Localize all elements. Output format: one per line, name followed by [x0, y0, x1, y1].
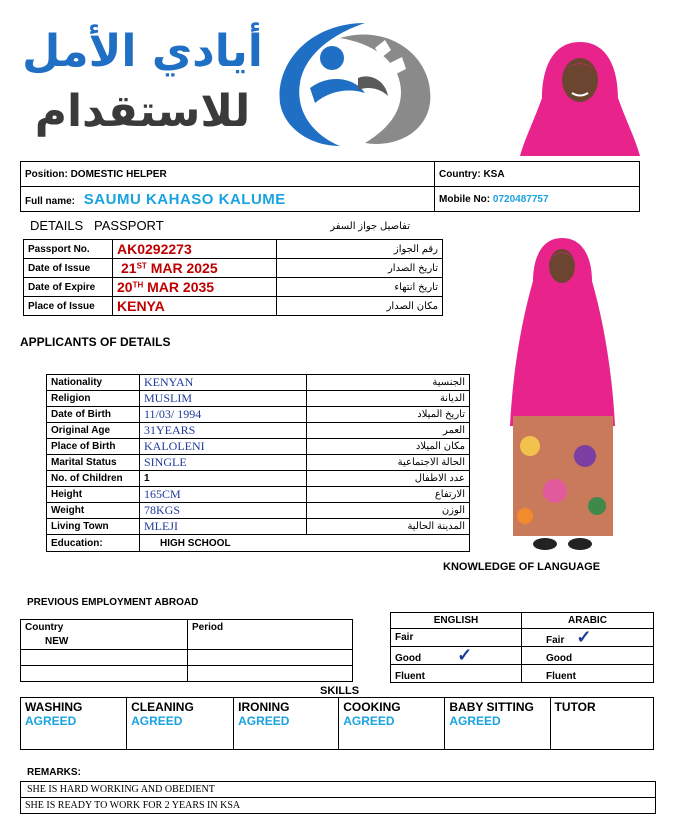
skill-status: AGREED	[131, 714, 183, 728]
english-level-label: Good	[395, 652, 422, 664]
remarks-line-2: SHE IS READY TO WORK FOR 2 YEARS IN KSA	[21, 798, 656, 814]
expire-day: 20	[117, 279, 133, 295]
applicant-detail-label: No. of Children	[47, 471, 140, 487]
passport-table	[23, 239, 443, 316]
mobile-label: Mobile No:	[439, 193, 491, 205]
expire-date-label-ar: تاريخ انتهاء	[277, 278, 443, 297]
applicant-detail-label-ar: الارتفاع	[307, 487, 470, 503]
expire-day-suffix: TH	[132, 280, 144, 290]
place-issue-label-ar: مكان الصدار	[277, 297, 443, 316]
applicant-detail-label: Living Town	[47, 519, 140, 535]
applicant-detail-label-ar: العمر	[307, 423, 470, 439]
issue-date-label: Date of Issue	[24, 259, 113, 278]
skills-table	[20, 697, 654, 750]
expire-date-cell	[113, 278, 277, 297]
issue-month-year: MAR 2025	[146, 260, 218, 276]
fullname-cell	[21, 187, 435, 212]
applicant-detail-label: Original Age	[47, 423, 140, 439]
applicant-detail-value: MUSLIM	[140, 391, 307, 407]
passport-label: Passport No.	[24, 240, 113, 259]
skill-cell	[21, 698, 127, 750]
english-level-label: Fluent	[395, 670, 425, 682]
issue-date-label-ar: تاريخ الصدار	[277, 259, 443, 278]
passport-value-cell	[113, 240, 277, 259]
position-value: DOMESTIC HELPER	[70, 168, 167, 180]
position-cell	[21, 162, 435, 187]
employment-country-header: Country	[21, 620, 188, 635]
position-label: Position:	[25, 168, 68, 180]
remarks-line-1: SHE IS HARD WORKING AND OBEDIENT	[21, 782, 656, 798]
place-issue-cell	[113, 297, 277, 316]
english-good-check-icon: ✓	[457, 644, 473, 665]
agency-logo	[15, 18, 435, 148]
fullname-value: SAUMU KAHASO KALUME	[83, 190, 286, 208]
arabic-level-label: Fair	[546, 634, 565, 646]
arabic-level-label: Good	[546, 652, 573, 664]
applicant-detail-label-ar: المدينة الحالية	[307, 519, 470, 535]
arabic-fair-cell	[522, 626, 654, 647]
hands-emblem-icon	[270, 18, 440, 148]
employment-period-value	[188, 635, 353, 650]
applicant-details-table	[46, 374, 470, 552]
applicant-detail-label: Height	[47, 487, 140, 503]
passport-label-ar: رقم الجواز	[277, 240, 443, 259]
skill-cell	[234, 698, 339, 750]
expire-date-label: Date of Expire	[24, 278, 113, 297]
applicant-detail-row	[47, 455, 470, 471]
country-value: KSA	[483, 168, 505, 180]
applicant-detail-label-ar: الجنسية	[307, 375, 470, 391]
applicant-detail-row	[47, 423, 470, 439]
skill-name: COOKING	[343, 700, 401, 714]
applicant-detail-value: 78KGS	[140, 503, 307, 519]
applicant-detail-row	[47, 503, 470, 519]
applicant-portrait-photo	[520, 38, 640, 156]
skill-cell	[127, 698, 234, 750]
issue-date-cell	[113, 259, 277, 278]
skill-status: AGREED	[238, 714, 290, 728]
skill-cell	[445, 698, 550, 750]
applicant-detail-row	[47, 487, 470, 503]
passport-row	[24, 259, 443, 278]
applicant-detail-label: Place of Birth	[47, 439, 140, 455]
logo-text-line2: للاستقدام	[34, 86, 251, 137]
english-level-label: Fair	[395, 632, 414, 643]
applicant-section-title: APPLICANTS OF DETAILS	[20, 335, 171, 349]
skill-name: CLEANING	[131, 700, 194, 714]
passport-row	[24, 278, 443, 297]
employment-empty-cell	[21, 666, 188, 682]
passport-value: AK0292273	[117, 241, 192, 257]
applicant-detail-value: 1	[140, 471, 307, 487]
employment-empty-cell	[188, 666, 353, 682]
employment-country-value: NEW	[21, 635, 188, 650]
applicant-detail-row	[47, 471, 470, 487]
applicant-detail-label-ar: الحالة الاجتماعية	[307, 455, 470, 471]
skill-name: WASHING	[25, 700, 83, 714]
applicant-detail-label: Weight	[47, 503, 140, 519]
english-fair-cell	[391, 629, 522, 647]
employment-empty-cell	[188, 650, 353, 666]
passport-section-title: DETAILS PASSPORT	[30, 218, 164, 233]
skill-cell	[550, 698, 654, 750]
applicant-detail-label: Date of Birth	[47, 407, 140, 423]
applicant-detail-value: KENYAN	[140, 375, 307, 391]
applicant-detail-value: KALOLENI	[140, 439, 307, 455]
issue-day-suffix: ST	[136, 261, 147, 271]
education-value: HIGH SCHOOL	[140, 535, 470, 552]
applicant-detail-row	[47, 439, 470, 455]
applicant-detail-label-ar: عدد الاطفال	[307, 471, 470, 487]
remarks-table	[20, 781, 656, 814]
employment-section-title: PREVIOUS EMPLOYMENT ABROAD	[27, 597, 199, 608]
english-fluent-cell	[391, 665, 522, 683]
language-section-title: KNOWLEDGE OF LANGUAGE	[443, 561, 601, 573]
english-good-cell	[391, 644, 522, 665]
employment-empty-cell	[21, 650, 188, 666]
skills-section-title: SKILLS	[320, 685, 360, 697]
education-label: Education:	[47, 535, 140, 552]
skill-status: AGREED	[449, 714, 501, 728]
issue-day: 21	[121, 260, 137, 276]
skill-name: TUTOR	[554, 700, 596, 714]
passport-row	[24, 240, 443, 259]
applicant-full-body-photo	[505, 236, 620, 556]
applicant-detail-label: Marital Status	[47, 455, 140, 471]
applicant-detail-value: 165CM	[140, 487, 307, 503]
arabic-fluent-cell	[522, 665, 654, 683]
language-arabic-header: ARABIC	[522, 613, 654, 629]
language-english-header: ENGLISH	[391, 613, 522, 629]
arabic-good-cell	[522, 647, 654, 665]
language-table	[390, 612, 654, 683]
mobile-cell	[435, 187, 640, 212]
country-label: Country:	[439, 168, 481, 180]
applicant-detail-label-ar: تاريخ الميلاد	[307, 407, 470, 423]
applicant-detail-row	[47, 407, 470, 423]
applicant-detail-label-ar: مكان الميلاد	[307, 439, 470, 455]
skill-cell	[339, 698, 445, 750]
country-cell	[435, 162, 640, 187]
arabic-level-label: Fluent	[546, 670, 576, 682]
applicant-detail-row	[47, 391, 470, 407]
applicant-detail-value: SINGLE	[140, 455, 307, 471]
fullname-label: Full name:	[25, 195, 76, 207]
skill-status: AGREED	[25, 714, 77, 728]
applicant-detail-row	[47, 375, 470, 391]
education-row	[47, 535, 470, 552]
applicant-detail-label-ar: الوزن	[307, 503, 470, 519]
passport-row	[24, 297, 443, 316]
applicant-detail-label: Nationality	[47, 375, 140, 391]
applicant-detail-row	[47, 519, 470, 535]
employment-table	[20, 619, 353, 682]
applicant-detail-label-ar: الديانة	[307, 391, 470, 407]
arabic-fair-check-icon: ✓	[576, 626, 592, 647]
logo-text-line1: أيادي الأمل	[22, 26, 263, 77]
skill-name: IRONING	[238, 700, 290, 714]
mobile-value: 0720487757	[492, 193, 549, 205]
applicant-detail-value: 31YEARS	[140, 423, 307, 439]
applicant-detail-label: Religion	[47, 391, 140, 407]
applicant-detail-value: MLEJI	[140, 519, 307, 535]
employment-period-header: Period	[188, 620, 353, 635]
remarks-section-title: REMARKS:	[27, 767, 81, 778]
passport-section-title-ar: تفاصيل جواز السفر	[330, 221, 410, 232]
header-info-table	[20, 161, 640, 212]
place-issue-label: Place of Issue	[24, 297, 113, 316]
skill-name: BABY SITTING	[449, 700, 534, 714]
applicant-detail-value: 11/03/ 1994	[140, 407, 307, 423]
expire-month-year: MAR 2035	[143, 279, 215, 295]
place-issue-value: KENYA	[117, 298, 165, 314]
skill-status: AGREED	[343, 714, 395, 728]
